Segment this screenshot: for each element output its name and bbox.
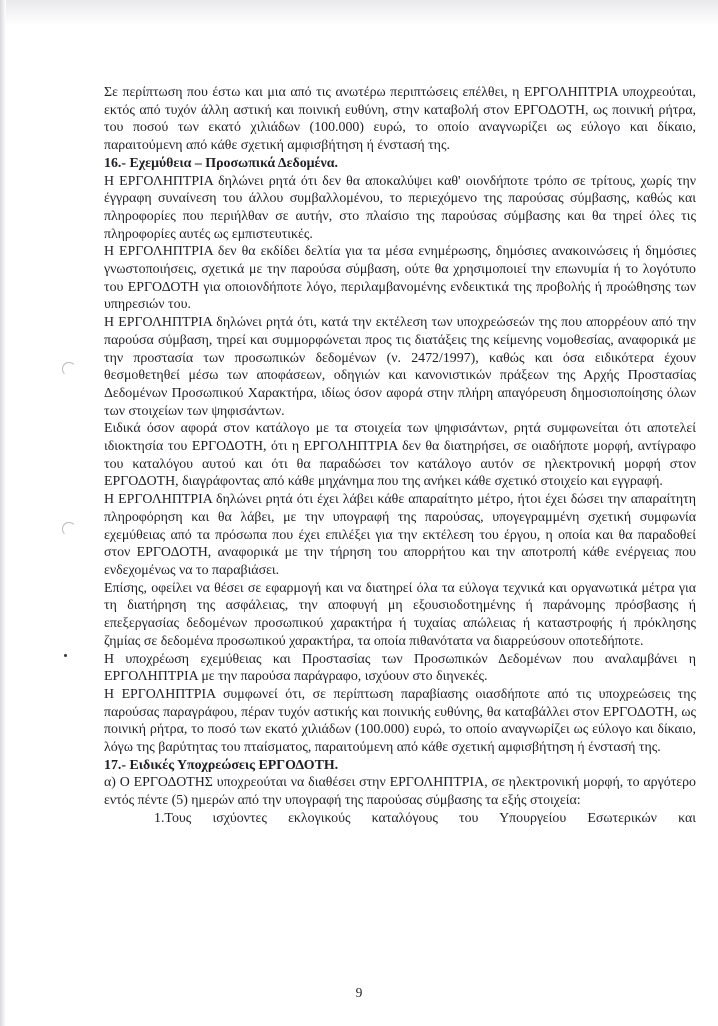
paragraph-penalty-clause: Σε περίπτωση που έστω και μια από τις ανωτέρω περιπτώσεις επέλθει, η ΕΡΓΟΛΗΠΤΡΙΑ υποχρεούται, εκτός από τυχόν άλλη αστική και ποινική ευθύνη, στην καταβολή στον ΕΡΓΟΔΟΤΗ, ως ποινική ρήτρα, του ποσού των εκατό χιλιάδων (100.000) ευρώ, το οποίο αναγνωρίζει ως εύλογο και δίκαιο, παραιτούμενη από κάθε σχετική αμφισβήτηση ή ένστασή της. [104, 85, 696, 154]
margin-hole-mark [62, 362, 76, 376]
paragraph-confidentiality: Η ΕΡΓΟΛΗΠΤΡΙΑ δηλώνει ρητά ότι δεν θα αποκαλύψει καθ' οιονδήποτε τρόπο σε τρίτους, χωρίς την έγγραφη συναίνεση του άλλου συμβαλλομένου, το περιεχόμενο της παρούσας σύμβασης, καθώς και πληροφορίες που περιήλθαν σε αυτήν, στο πλαίσιο της παρούσας σύμβασης και θα τηρεί όλες τις πληροφορίες αυτές ως εμπιστευτικές. [104, 173, 696, 242]
paragraph-confidentiality-agreement: Η ΕΡΓΟΛΗΠΤΡΙΑ δηλώνει ρητά ότι έχει λάβει κάθε απαραίτητο μέτρο, ήτοι έχει δώσει την απαραίτητη πληροφόρηση και θα λάβει, με την υπογραφή της παρούσας, υπογεγραμμένη σχετική συμφωνία εχεμύθειας από τα πρόσωπα που έχει επιλέξει για την εκτέλεση του έργου, η οποία και θα παραδοθεί στον ΕΡΓΟΔΟΤΗ, αναφορικά με την τήρηση του απορρήτου και την αποτροπή κάθε ενέργειας που ενδεχομένως να το παραβιάσει. [104, 492, 696, 578]
list-item-1: 1.Τους ισχύοντες εκλογικούς καταλόγους του Υπουργείου Εσωτερικών και [154, 810, 696, 826]
margin-hole-mark [62, 522, 76, 536]
paragraph-breach-penalty: Η ΕΡΓΟΛΗΠΤΡΙΑ συμφωνεί ότι, σε περίπτωση παραβίασης οιασδήποτε από τις υποχρεώσεις της παρούσας παραγράφου, πέραν τυχόν αστικής και ποινικής ευθύνης, θα καταβάλλει στον ΕΡΓΟΔΟΤΗ, ως ποινική ρήτρα, το ποσό των εκατό χιλιάδων (100.000) ευρώ, το οποίο αναγνωρίζει ως εύλογο και δίκαιο, λόγω της βαρύτητας του πταίσματος, παραιτούμενη από κάθε σχετική αμφισβήτηση ή ένστασή της. [104, 686, 696, 756]
scan-shadow-top [0, 0, 718, 26]
paragraph-press-releases: Η ΕΡΓΟΛΗΠΤΡΙΑ δεν θα εκδίδει δελτία για τα μέσα ενημέρωσης, δημόσιες ανακοινώσεις ή δημόσιες γνωστοποιήσεις, σχετικά με την παρούσα σύμβαση, ούτε θα χρησιμοποιεί την επωνυμία ή το λογότυπο του ΕΡΓΟΔΟΤΗ για οποιονδήποτε λόγο, περιλαμβανομένης ενδεικτικά της προβολής ή προώθησης των υπηρεσιών του. [104, 244, 696, 313]
paragraph-security-measures: Επίσης, οφείλει να θέσει σε εφαρμογή και να διατηρεί όλα τα εύλογα τεχνικά και οργανωτικά μέτρα για τη διατήρηση της ασφάλειας, την αποφυγή μη εξουσιοδοτημένης ή παράνομης πρόσβασης ή επεξεργασίας δεδομένων προσωπικού χαρακτήρα ή τυχαίας απώλειας ή καταστροφής ή πρόκλησης ζημίας σε δεδομένα προσωπικού χαρακτήρα, τα οποία πιθανότατα να διαρρεύσουν οποτεδήποτε. [104, 580, 696, 649]
document-body [104, 84, 696, 828]
margin-dot-mark [64, 654, 67, 657]
section-17-heading: 17.- Ειδικές Υποχρεώσεις ΕΡΓΟΔΟΤΗ. [104, 757, 339, 773]
paragraph-employer-obligation-a: α) Ο ΕΡΓΟΔΟΤΗΣ υποχρεούται να διαθέσει στην ΕΡΓΟΛΗΠΤΡΙΑ, σε ηλεκτρονική μορφή, το αργότερο εντός πέντε (5) ημερών από την υπογραφή της παρούσας σύμβασης τα εξής στοιχεία: [104, 775, 696, 809]
paragraph-data-protection: Η ΕΡΓΟΛΗΠΤΡΙΑ δηλώνει ρητά ότι, κατά την εκτέλεση των υποχρεώσεών της που απορρέουν από την παρούσα σύμβαση, τηρεί και συμμορφώνεται προς τις διατάξεις της κείμενης νομοθεσίας, αναφορικά με την προστασία των προσωπικών δεδομένων (ν. 2472/1997), καθώς και όσα ειδικότερα έχουν θεσμοθετηθεί μέσω των αποφάσεων, οδηγιών και κανονιστικών πράξεων της Αρχής Προστασίας Δεδομένων Προσωπικού Χαρακτήρα, ιδίως όσον αφορά στην πλήρη απαγόρευση δημοσιοποίησης όλων των στοιχείων των ψηφισάντων. [104, 315, 696, 419]
page-number: 9 [355, 985, 363, 1000]
section-16-heading: 16.- Εχεμύθεια – Προσωπικά Δεδομένα. [104, 155, 338, 171]
scan-shadow-left [0, 0, 6, 1026]
paragraph-obligation-duration: Η υποχρέωση εχεμύθειας και Προστασίας των Προσωπικών Δεδομένων που αναλαμβάνει η ΕΡΓΟΛΗΠΤΡΙΑ με την παρούσα παράγραφο, ισχύουν στο διηνεκές. [104, 651, 696, 685]
paragraph-voter-catalogue: Ειδικά όσον αφορά στον κατάλογο με τα στοιχεία των ψηφισάντων, ρητά συμφωνείται ότι αποτελεί ιδιοκτησία του ΕΡΓΟΔΟΤΗ, ότι η ΕΡΓΟΛΗΠΤΡΙΑ δεν θα διατηρήσει, σε οιαδήποτε μορφή, αντίγραφο του καταλόγου αυτού και ότι θα παραδώσει τον κατάλογο αυτόν σε ηλεκτρονική μορφή στον ΕΡΓΟΔΟΤΗ, διαγράφοντας από κάθε μηχάνημα που της ανήκει κάθε σχετικό στοιχείο και εγγραφή. [104, 421, 696, 490]
